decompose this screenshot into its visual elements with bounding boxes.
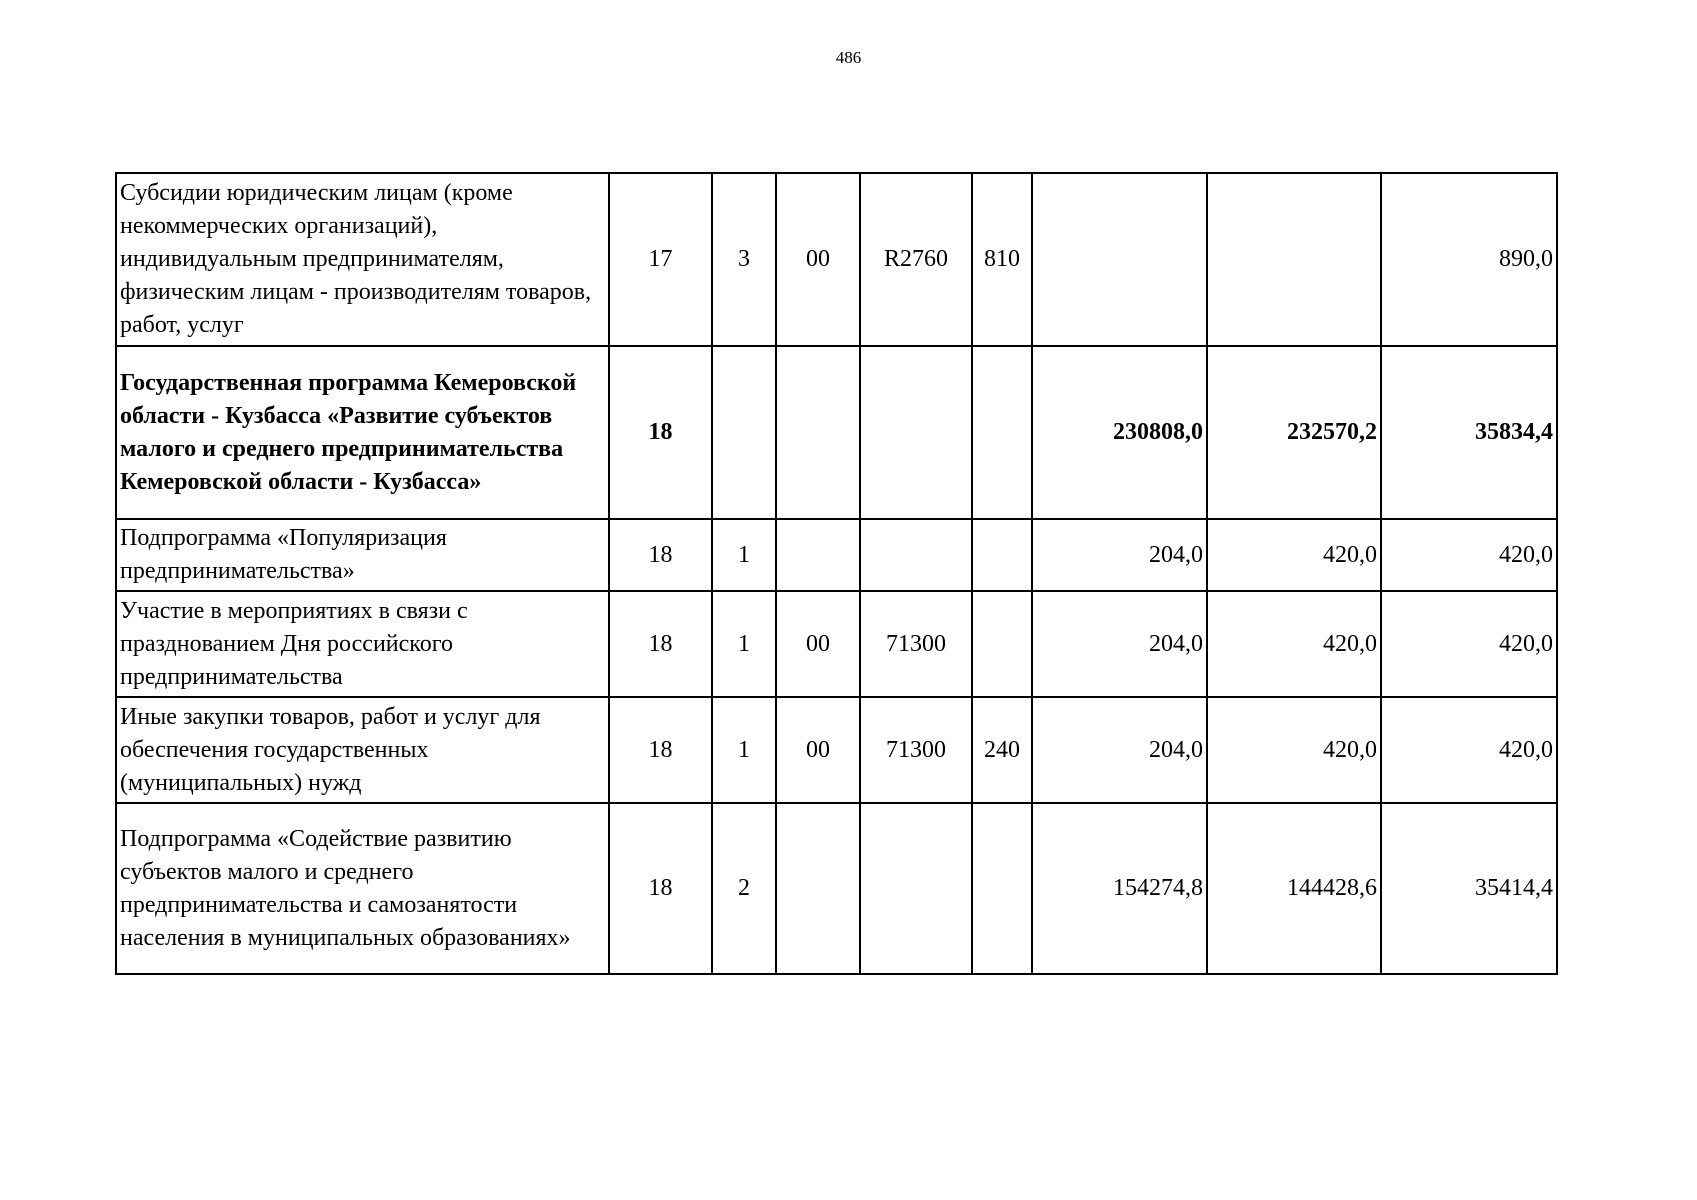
table-row xyxy=(116,803,1557,974)
program-code-cell: 17 xyxy=(609,173,712,346)
direction-code-cell xyxy=(776,519,860,591)
target-code-cell xyxy=(860,519,972,591)
value-2-cell: 232570,2 xyxy=(1207,346,1381,519)
expense-type-cell xyxy=(972,346,1032,519)
target-code-cell: R2760 xyxy=(860,173,972,346)
value-2-cell: 420,0 xyxy=(1207,519,1381,591)
subprogram-code-cell: 1 xyxy=(712,519,776,591)
subprogram-code-cell: 2 xyxy=(712,803,776,974)
value-2-cell: 420,0 xyxy=(1207,697,1381,803)
value-1-cell: 230808,0 xyxy=(1032,346,1207,519)
expense-type-cell: 810 xyxy=(972,173,1032,346)
subprogram-code-cell: 1 xyxy=(712,591,776,697)
expense-type-cell xyxy=(972,519,1032,591)
subprogram-code-cell: 3 xyxy=(712,173,776,346)
expense-type-cell: 240 xyxy=(972,697,1032,803)
row-name-cell: Подпрограмма «Содействие развитию субъектов малого и среднего предпринимательства и самозанятости населения в муниципальных образованиях» xyxy=(116,803,609,974)
direction-code-cell xyxy=(776,346,860,519)
value-3-cell: 420,0 xyxy=(1381,697,1557,803)
direction-code-cell: 00 xyxy=(776,697,860,803)
table-row xyxy=(116,346,1557,519)
value-3-cell: 420,0 xyxy=(1381,591,1557,697)
target-code-cell: 71300 xyxy=(860,697,972,803)
direction-code-cell: 00 xyxy=(776,173,860,346)
target-code-cell xyxy=(860,803,972,974)
table-row xyxy=(116,519,1557,591)
program-code-cell: 18 xyxy=(609,697,712,803)
value-3-cell: 420,0 xyxy=(1381,519,1557,591)
row-name-cell: Иные закупки товаров, работ и услуг для обеспечения государственных (муниципальных) нужд xyxy=(116,697,609,803)
expense-type-cell xyxy=(972,591,1032,697)
row-name-cell: Субсидии юридическим лицам (кроме некоммерческих организаций), индивидуальным предпринимателям, физическим лицам - производителям товаров, работ, услуг xyxy=(116,173,609,346)
value-1-cell: 204,0 xyxy=(1032,697,1207,803)
program-code-cell: 18 xyxy=(609,803,712,974)
subprogram-code-cell: 1 xyxy=(712,697,776,803)
direction-code-cell xyxy=(776,803,860,974)
budget-table xyxy=(115,172,1558,975)
target-code-cell: 71300 xyxy=(860,591,972,697)
subprogram-code-cell xyxy=(712,346,776,519)
value-1-cell: 154274,8 xyxy=(1032,803,1207,974)
value-2-cell xyxy=(1207,173,1381,346)
value-3-cell: 890,0 xyxy=(1381,173,1557,346)
value-1-cell: 204,0 xyxy=(1032,591,1207,697)
page-number: 486 xyxy=(835,48,862,67)
table-row xyxy=(116,697,1557,803)
row-name-cell: Участие в мероприятиях в связи с празднованием Дня российского предпринимательства xyxy=(116,591,609,697)
direction-code-cell: 00 xyxy=(776,591,860,697)
table-row xyxy=(116,173,1557,346)
value-3-cell: 35414,4 xyxy=(1381,803,1557,974)
row-name-cell: Подпрограмма «Популяризация предпринимательства» xyxy=(116,519,609,591)
value-1-cell xyxy=(1032,173,1207,346)
program-code-cell: 18 xyxy=(609,519,712,591)
value-2-cell: 420,0 xyxy=(1207,591,1381,697)
table-row xyxy=(116,591,1557,697)
expense-type-cell xyxy=(972,803,1032,974)
value-2-cell: 144428,6 xyxy=(1207,803,1381,974)
row-name-cell: Государственная программа Кемеровской области - Кузбасса «Развитие субъектов малого и среднего предпринимательства Кемеровской области - Кузбасса» xyxy=(116,346,609,519)
value-3-cell: 35834,4 xyxy=(1381,346,1557,519)
program-code-cell: 18 xyxy=(609,591,712,697)
target-code-cell xyxy=(860,346,972,519)
program-code-cell: 18 xyxy=(609,346,712,519)
value-1-cell: 204,0 xyxy=(1032,519,1207,591)
